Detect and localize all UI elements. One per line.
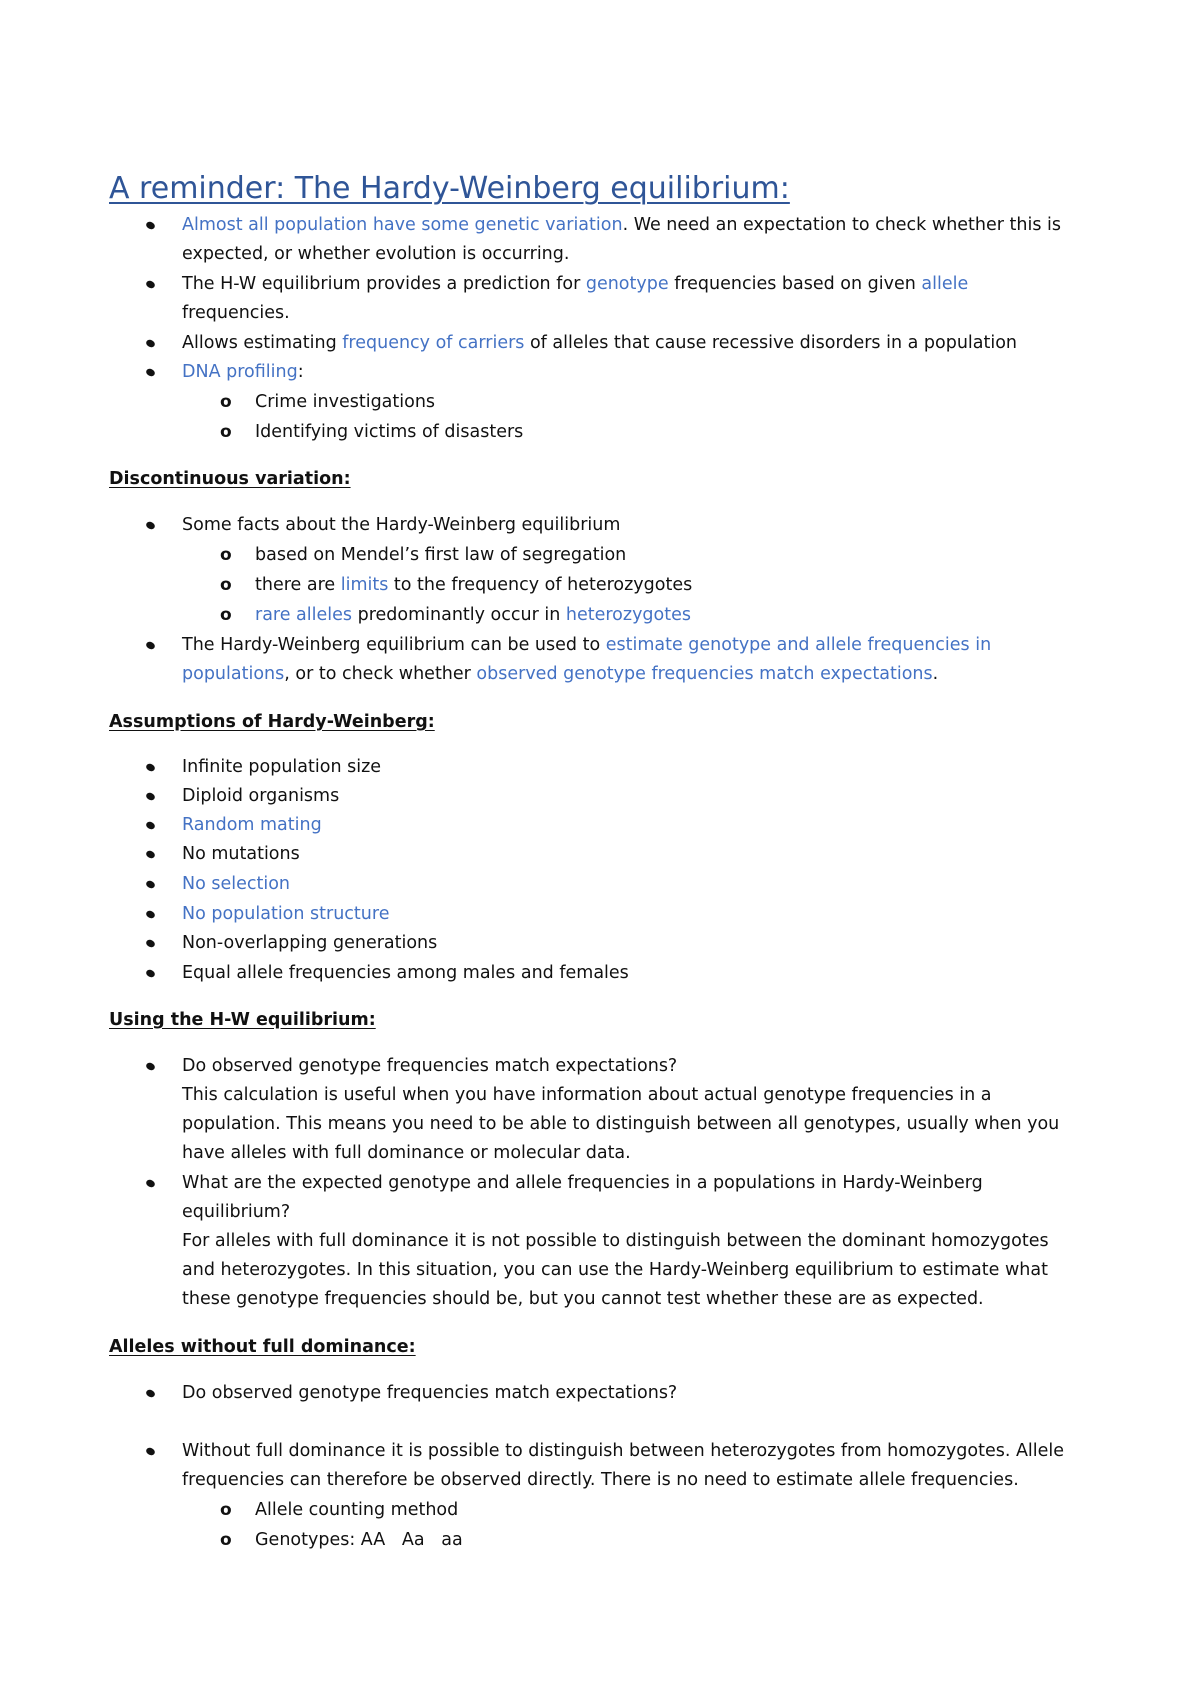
bullet-icon xyxy=(145,1178,156,1188)
list-item-continuation: This calculation is useful when you have information about actual genotype frequencies in a xyxy=(182,1085,992,1105)
list-item: Almost all population have some genetic variation. We need an expectation to check whether this is xyxy=(182,215,1062,235)
bullet-icon xyxy=(145,279,156,289)
sub-bullet-icon: o xyxy=(220,575,232,595)
list-item-continuation: and heterozygotes. In this situation, you can use the Hardy-Weinberg equilibrium to estimate what xyxy=(182,1260,1048,1280)
sub-list-item: Identifying victims of disasters xyxy=(255,422,524,442)
sub-bullet-icon: o xyxy=(220,605,232,625)
list-item: Equal allele frequencies among males and females xyxy=(182,963,629,983)
list-item-continuation: population. This means you need to be able to distinguish between all genotypes, usually when you xyxy=(182,1114,1060,1134)
bullet-icon xyxy=(145,968,156,978)
bullet-icon xyxy=(145,1061,156,1071)
list-item-continuation: frequencies can therefore be observed directly. There is no need to estimate allele frequencies. xyxy=(182,1470,1019,1490)
list-item: Random mating xyxy=(182,815,322,835)
list-item: The Hardy-Weinberg equilibrium can be used to estimate genotype and allele frequencies in xyxy=(182,635,992,655)
sub-bullet-icon: o xyxy=(220,422,232,442)
bullet-icon xyxy=(145,762,156,772)
bullet-icon xyxy=(145,1388,156,1398)
sub-list-item: based on Mendel’s first law of segregation xyxy=(255,545,627,565)
sub-list-item: Allele counting method xyxy=(255,1500,459,1520)
list-item: No selection xyxy=(182,874,291,894)
sub-list-item: rare alleles predominantly occur in heterozygotes xyxy=(255,605,691,625)
list-item: Do observed genotype frequencies match expectations? xyxy=(182,1383,678,1403)
list-item: Allows estimating frequency of carriers of alleles that cause recessive disorders in a population xyxy=(182,333,1018,353)
sub-bullet-icon: o xyxy=(220,1500,232,1520)
sub-list-item: Crime investigations xyxy=(255,392,436,412)
bullet-icon xyxy=(145,820,156,830)
bullet-icon xyxy=(145,520,156,530)
list-item-continuation: populations, or to check whether observed genotype frequencies match expectations. xyxy=(182,664,939,684)
bullet-icon xyxy=(145,1446,156,1456)
sub-bullet-icon: o xyxy=(220,392,232,412)
bullet-icon xyxy=(145,640,156,650)
section-heading: Discontinuous variation: xyxy=(109,469,351,489)
list-item-continuation: have alleles with full dominance or molecular data. xyxy=(182,1143,631,1163)
list-item: Non-overlapping generations xyxy=(182,933,438,953)
list-item: Some facts about the Hardy-Weinberg equilibrium xyxy=(182,515,621,535)
list-item: DNA profiling: xyxy=(182,362,304,382)
bullet-icon xyxy=(145,909,156,919)
list-item-continuation: frequencies. xyxy=(182,303,290,323)
list-item-continuation: For alleles with full dominance it is not possible to distinguish between the dominant homozygotes xyxy=(182,1231,1049,1251)
section-heading: Assumptions of Hardy-Weinberg: xyxy=(109,712,435,732)
bullet-icon xyxy=(145,220,156,230)
list-item: Infinite population size xyxy=(182,757,382,777)
sub-bullet-icon: o xyxy=(220,1530,232,1550)
list-item-continuation: equilibrium? xyxy=(182,1202,291,1222)
list-item: Do observed genotype frequencies match expectations? xyxy=(182,1056,678,1076)
sub-bullet-icon: o xyxy=(220,545,232,565)
sub-list-item: there are limits to the frequency of heterozygotes xyxy=(255,575,693,595)
list-item-continuation: these genotype frequencies should be, but you cannot test whether these are as expected. xyxy=(182,1289,984,1309)
list-item: What are the expected genotype and allele frequencies in a populations in Hardy-Weinberg xyxy=(182,1173,983,1193)
list-item-continuation: expected, or whether evolution is occurring. xyxy=(182,244,570,264)
bullet-icon xyxy=(145,338,156,348)
bullet-icon xyxy=(145,849,156,859)
section-heading: Using the H-W equilibrium: xyxy=(109,1010,376,1030)
list-item: The H-W equilibrium provides a prediction for genotype frequencies based on given allele xyxy=(182,274,969,294)
sub-list-item: Genotypes: AA Aa aa xyxy=(255,1530,463,1550)
section-heading: Alleles without full dominance: xyxy=(109,1337,416,1357)
list-item: No mutations xyxy=(182,844,300,864)
bullet-icon xyxy=(145,367,156,377)
bullet-icon xyxy=(145,938,156,948)
list-item: No population structure xyxy=(182,904,390,924)
list-item: Diploid organisms xyxy=(182,786,340,806)
bullet-icon xyxy=(145,791,156,801)
page-title: A reminder: The Hardy-Weinberg equilibrium: xyxy=(109,171,790,206)
list-item: Without full dominance it is possible to distinguish between heterozygotes from homozygotes. Allele xyxy=(182,1441,1065,1461)
bullet-icon xyxy=(145,879,156,889)
